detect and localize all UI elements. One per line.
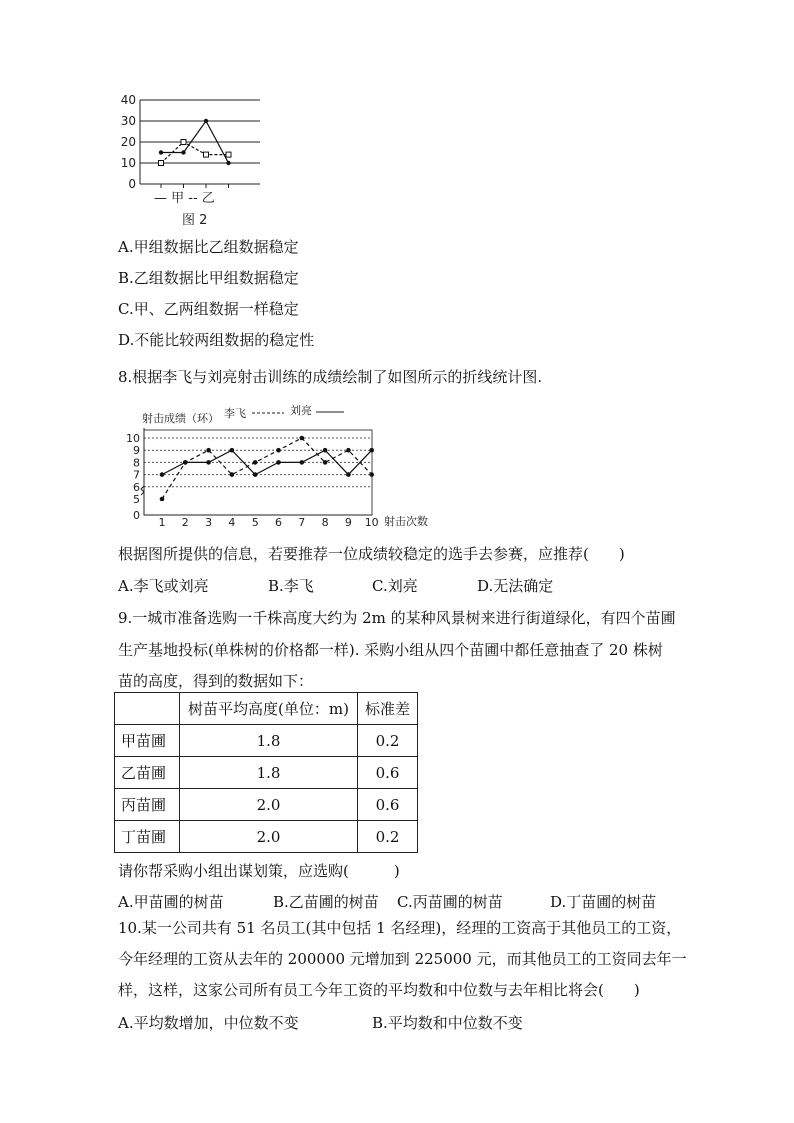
chart1-legend: — 甲 -- 乙: [154, 191, 215, 206]
chart1-grid: [140, 100, 260, 163]
seedling-table: [114, 692, 418, 853]
y-tick-label: 6: [133, 480, 140, 494]
table-header-row: [115, 693, 418, 725]
chart2-axes: [141, 428, 372, 515]
q10-option-b: B.平均数和中位数不变: [372, 1014, 523, 1032]
y-tick-label: 30: [120, 114, 136, 128]
q10-stem-line-3: 样，这样，这家公司所有员工今年工资的平均数和中位数与去年相比将会( ): [118, 981, 640, 999]
x-tick-label: 9: [344, 516, 352, 529]
point-liuliang: [323, 448, 328, 453]
y-tick-label: 40: [120, 93, 136, 107]
point-lifei: [206, 448, 211, 453]
point-jia: [204, 119, 208, 123]
table-row: [115, 725, 418, 757]
x-tick-label: 3: [205, 516, 213, 529]
q9-stem-line-1: 9.一城市准备选购一千株高度大约为 2m 的某种风景树来进行街道绿化，有四个苗圃: [118, 609, 676, 627]
q8-option-c: C.刘亮: [372, 577, 418, 595]
point-jia: [159, 150, 163, 154]
q8-stem: 8.根据李飞与刘亮射击训练的成绩绘制了如图所示的折线统计图.: [118, 368, 543, 386]
point-liuliang: [369, 448, 374, 453]
table-cell: 1.8: [180, 757, 358, 789]
x-tick-label: 10: [364, 516, 379, 529]
q9-option-c: C.丙苗圃的树苗: [397, 893, 503, 911]
table-cell: 2.0: [180, 821, 358, 853]
q10-stem-line-2: 今年经理的工资从去年的 200000 元增加到 225000 元，而其他员工的工资同去年一: [118, 950, 687, 968]
q9-question: 请你帮采购小组出谋划策，应选购( ): [118, 862, 400, 880]
y-tick-label: 10: [126, 432, 140, 445]
table-header-cell: [115, 693, 180, 725]
q9-options: [118, 891, 656, 913]
table-cell: 丙苗圃: [115, 789, 180, 821]
table-row: [115, 789, 418, 821]
x-tick-label: 6: [275, 516, 282, 529]
q9-stem-line-3: 苗的高度，得到的数据如下：: [118, 672, 314, 690]
point-jia: [226, 161, 230, 165]
y-tick-label: 8: [133, 456, 140, 470]
y-tick-label: 20: [120, 135, 136, 149]
table-cell: 0.6: [358, 757, 418, 789]
q7-option-c: C.甲、乙两组数据一样稳定: [118, 300, 299, 318]
point-lifei: [323, 460, 328, 465]
point-liuliang: [300, 460, 305, 465]
point-lifei: [230, 472, 235, 477]
chart2-legend-lifei: 李飞: [224, 407, 246, 420]
chart2-legend-liuliang: 刘亮: [290, 404, 312, 417]
point-liuliang: [253, 472, 258, 477]
q8-option-a: A.李飞或刘亮: [118, 577, 209, 595]
point-liuliang: [206, 460, 211, 465]
q10-stem-line-1: 10.某一公司共有 51 名员工(其中包括 1 名经理)，经理的工资高于其他员工的工资，: [118, 919, 682, 937]
chart2-ticks: [126, 432, 379, 529]
y-tick-label: 0: [128, 177, 136, 191]
point-lifei: [160, 497, 165, 502]
chart2-x-label: 射击次数: [384, 515, 428, 528]
point-lifei: [253, 460, 258, 465]
table-cell: 0.6: [358, 789, 418, 821]
q10-options: [118, 1012, 523, 1034]
y-tick-label: 10: [120, 156, 136, 170]
q8-question: 根据图所提供的信息，若要推荐一位成绩较稳定的选手去参赛，应推荐( ): [118, 545, 625, 563]
x-tick-label: 1: [158, 516, 166, 529]
q7-option-a: A.甲组数据比乙组数据稳定: [118, 238, 299, 256]
table-cell: 0.2: [358, 821, 418, 853]
chart1-y-ticks: [121, 93, 136, 191]
q8-options: [118, 575, 553, 597]
x-tick-label: 4: [228, 516, 236, 529]
y-tick-label: 0: [133, 509, 140, 522]
x-tick-label: 2: [181, 516, 189, 529]
point-yi: [159, 161, 164, 166]
chart-figure-2: [112, 90, 272, 230]
table-cell: 甲苗圃: [115, 725, 180, 757]
x-tick-label: 7: [298, 516, 306, 529]
table-cell: 乙苗圃: [115, 757, 180, 789]
table-cell: 2.0: [180, 789, 358, 821]
point-lifei: [369, 472, 374, 477]
point-lifei: [346, 448, 351, 453]
table-row: [115, 821, 418, 853]
table-cell: 1.8: [180, 725, 358, 757]
point-jia: [181, 150, 185, 154]
point-yi: [226, 152, 231, 157]
table-row: [115, 757, 418, 789]
chart2-series: [160, 436, 374, 502]
q9-stem-line-2: 生产基地投标(单株树的价格都一样). 采购小组从四个苗圃中都任意抽查了 20 株树: [118, 641, 663, 659]
x-tick-label: 8: [321, 516, 329, 529]
point-yi: [204, 152, 209, 157]
chart1-caption: 图 2: [182, 213, 208, 228]
q9-option-a: A.甲苗圃的树苗: [118, 893, 224, 911]
q9-option-d: D.丁苗圃的树苗: [550, 893, 657, 911]
point-liuliang: [183, 460, 188, 465]
point-lifei: [300, 436, 305, 441]
point-liuliang: [160, 472, 165, 477]
q7-option-b: B.乙组数据比甲组数据稳定: [118, 269, 299, 287]
chart1-axes: [140, 100, 260, 188]
y-tick-label: 9: [133, 444, 140, 458]
point-liuliang: [230, 448, 235, 453]
table-cell: 丁苗圃: [115, 821, 180, 853]
q10-option-a: A.平均数增加，中位数不变: [118, 1014, 299, 1032]
table-header-cell: 标准差: [358, 693, 418, 725]
y-tick-label: 7: [133, 468, 140, 482]
table-cell: 0.2: [358, 725, 418, 757]
q8-option-d: D.无法确定: [477, 577, 554, 595]
point-liuliang: [276, 460, 281, 465]
table-header-cell: 树苗平均高度(单位：m): [180, 693, 358, 725]
point-lifei: [276, 448, 281, 453]
point-yi: [181, 140, 186, 145]
chart2-y-label: 射击成绩（环）: [142, 412, 219, 425]
chart-shooting-scores: [128, 402, 438, 530]
y-tick-label: 5: [133, 493, 140, 506]
q7-option-d: D.不能比较两组数据的稳定性: [118, 331, 315, 349]
q8-option-b: B.李飞: [268, 577, 314, 595]
point-liuliang: [346, 472, 351, 477]
x-tick-label: 5: [251, 516, 259, 529]
q9-option-b: B.乙苗圃的树苗: [273, 893, 379, 911]
